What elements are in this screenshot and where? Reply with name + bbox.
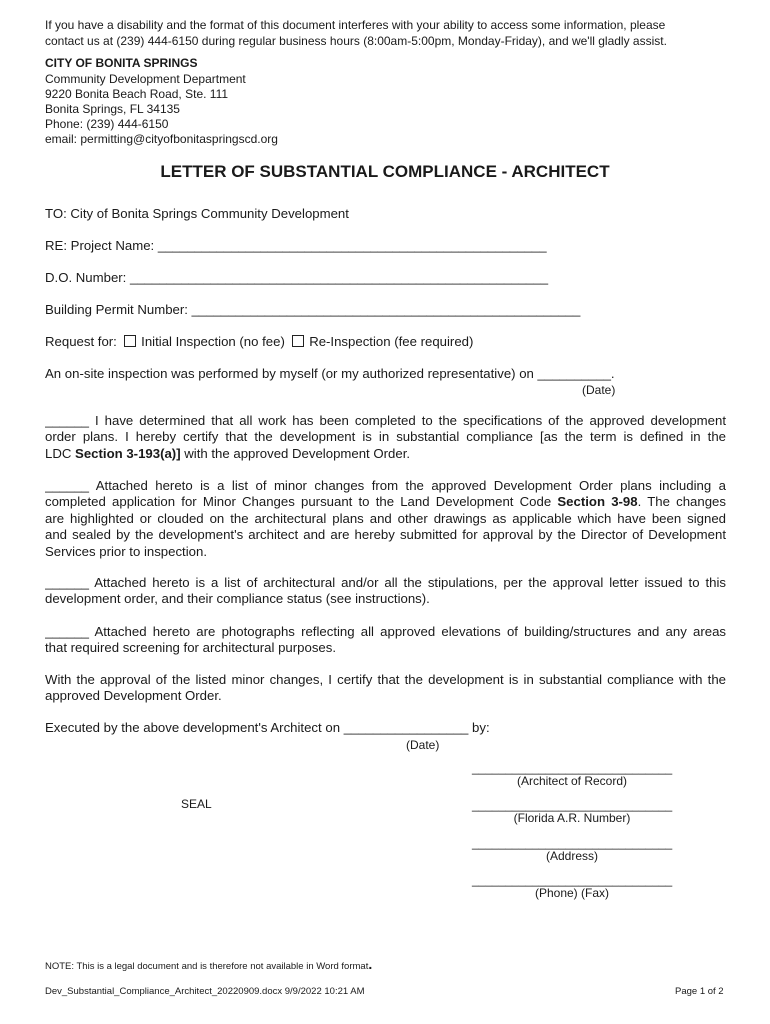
paragraph-work-completed <box>45 413 726 462</box>
p4-line-2: that required screening for architectural purposes. <box>45 640 337 656</box>
florida-ar-number-label: (Florida A.R. Number) <box>513 811 631 825</box>
paragraph-minor-changes <box>45 478 726 560</box>
paragraph-photographs <box>45 624 726 657</box>
seal-label: SEAL <box>181 797 212 811</box>
section-3-98-reference: Section 3-98 <box>557 494 638 510</box>
building-permit-number-field[interactable]: Building Permit Number: _____________________________________________________ <box>45 302 581 317</box>
email-address: email: permitting@cityofbonitaspringscd.org <box>45 132 278 146</box>
p3-line-2: development order, and their compliance status (see instructions). <box>45 591 430 607</box>
request-for-row <box>45 334 473 350</box>
onsite-date-label: (Date) <box>582 383 616 397</box>
p2-line-5: Services prior to inspection. <box>45 543 207 559</box>
section-3-193a-reference: Section 3-193(a)] <box>75 445 181 461</box>
page-number: Page 1 of 2 <box>675 986 724 997</box>
to-line: TO: City of Bonita Springs Community Development <box>45 206 349 221</box>
phone-fax-label: (Phone) (Fax) <box>534 886 610 900</box>
initial-inspection-checkbox[interactable] <box>124 335 136 347</box>
p2-line-1: ______ Attached hereto is a list of minor changes from the approved Development Order plans including a <box>45 478 726 493</box>
accessibility-notice-line-2: contact us at (239) 444-6150 during regular business hours (8:00am-5:00pm, Monday-Friday), and we'll gladly assist. <box>45 34 667 48</box>
initial-inspection-label: Initial Inspection (no fee) <box>141 334 285 349</box>
p1-line-2: order plans. I hereby certify that the development is in substantial compliance [as the term is defined in the <box>45 429 726 445</box>
executed-by-line[interactable]: Executed by the above development's Architect on _________________ by: <box>45 720 490 735</box>
city-name: CITY OF BONITA SPRINGS <box>45 56 198 70</box>
accessibility-notice-line-1: If you have a disability and the format of this document interferes with your ability to access some information, please <box>45 18 666 32</box>
p2-line-2: completed application for Minor Changes pursuant to the Land Development Code Section 3-98. The changes <box>45 494 726 510</box>
phone-number: Phone: (239) 444-6150 <box>45 117 169 131</box>
p1-line-3: LDC Section 3-193(a)] with the approved Development Order. <box>45 445 411 461</box>
reinspection-checkbox[interactable] <box>292 335 304 347</box>
project-name-field[interactable]: RE: Project Name: _____________________________________________________ <box>45 238 547 253</box>
executed-date-label: (Date) <box>406 738 440 752</box>
p4-line-1: ______ Attached hereto are photographs reflecting all approved elevations of building/structures and any areas <box>45 624 726 639</box>
legal-note: NOTE: This is a legal document and is therefore not available in Word format. <box>45 956 373 972</box>
p2-line-3: are highlighted or clouded on the architectural plans and other drawings as applicable which have been signed <box>45 510 726 526</box>
architect-signature-line[interactable]: ______________________________ <box>472 761 673 775</box>
reinspection-label: Re-Inspection (fee required) <box>309 334 474 349</box>
request-for-label: Request for: <box>45 334 117 349</box>
p3-line-1: ______ Attached hereto is a list of architectural and/or all the stipulations, per the approval letter issued to this <box>45 575 726 590</box>
city-state-zip: Bonita Springs, FL 34135 <box>45 102 180 116</box>
document-title: LETTER OF SUBSTANTIAL COMPLIANCE - ARCHITECT <box>160 162 610 181</box>
footer-filename: Dev_Substantial_Compliance_Architect_20220909.docx 9/9/2022 10:21 AM <box>45 986 365 997</box>
p1-line-1: ______ I have determined that all work has been completed to the specifications of the approved development <box>45 413 726 428</box>
paragraph-stipulations <box>45 575 726 608</box>
phone-fax-line[interactable]: ______________________________ <box>472 873 673 887</box>
p2-line-4: and sealed by the development's architect and are hereby submitted for approval by the Director of Development <box>45 527 726 543</box>
florida-ar-number-line[interactable]: ______________________________ <box>472 798 673 812</box>
do-number-field[interactable]: D.O. Number: _________________________________________________________ <box>45 270 549 285</box>
p5-line-1: With the approval of the listed minor changes, I certify that the development is in substantial compliance with the <box>45 672 726 687</box>
address-label: (Address) <box>545 849 598 863</box>
paragraph-certification <box>45 672 726 705</box>
address-line[interactable]: ______________________________ <box>472 836 673 850</box>
street-address: 9220 Bonita Beach Road, Ste. 111 <box>45 87 229 101</box>
architect-of-record-label: (Architect of Record) <box>516 774 628 788</box>
onsite-inspection-line[interactable]: An on-site inspection was performed by myself (or my authorized representative) on __________. <box>45 366 615 381</box>
department-name: Community Development Department <box>45 72 246 86</box>
p5-line-2: approved Development Order. <box>45 688 222 704</box>
